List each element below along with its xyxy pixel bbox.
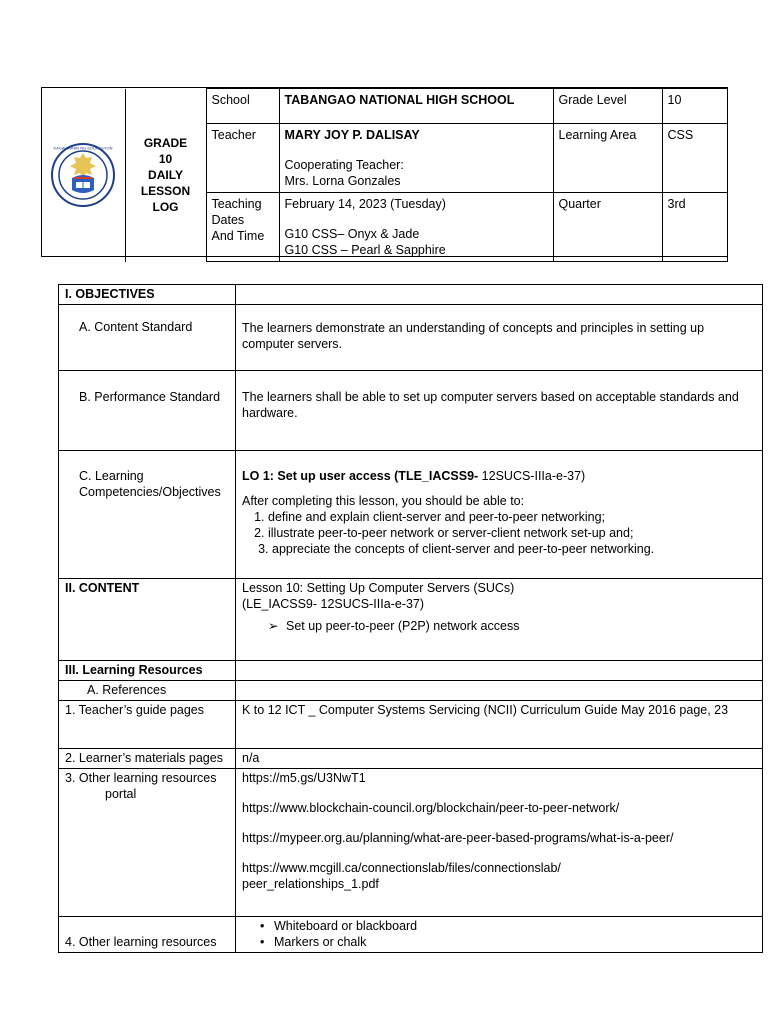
teaching-dates-line: Dates [211,213,245,227]
arrow-bullet-icon: ➢ [268,619,279,633]
grade-title-cell [125,89,206,262]
other4-item: • Markers or chalk [260,934,756,950]
learning-area-value: CSS [662,124,727,193]
lesson-code: (LE_IACSS9- 12SUCS-IIIa-e-37) [242,597,425,611]
header-table [41,87,728,257]
competencies-row [59,451,763,579]
date-value: February 14, 2023 (Tuesday) [284,197,446,211]
other4-row [59,917,763,953]
teaching-dates-cell [279,193,553,262]
objective-item: 2. illustrate peer-to-peer network or server-client network set-up and; [268,525,756,541]
teacher-cell [279,124,553,193]
objectives-heading: I. OBJECTIVES [59,285,236,305]
urls-cell [236,769,763,917]
other-resources-row [59,769,763,917]
empty-cell [236,661,763,681]
svg-text:KAGAWARAN NG EDUKASYON: KAGAWARAN NG EDUKASYON [53,145,113,151]
other4-cell [236,917,763,953]
section-2: G10 CSS – Pearl & Sapphire [284,243,446,257]
content-standard-row [59,305,763,371]
content-bullet [242,618,756,634]
other4-item: • Whiteboard or blackboard [260,918,756,934]
content-standard-label-text: A. Content Standard [79,320,193,334]
objective-item: 3. appreciate the concepts of client-server and peer-to-peer networking. [272,541,756,557]
grade-title [126,135,206,215]
tg-label: 1. Teacher’s guide pages [59,701,236,749]
other4-list [242,918,756,950]
teaching-dates-line: And Time [211,229,265,243]
resources-heading: III. Learning Resources [59,661,236,681]
resource-link[interactable]: https://mypeer.org.au/planning/what-are-peer-based-programs/what-is-a-peer/ [242,831,674,845]
lm-row [59,749,763,769]
lo-line [242,468,756,484]
performance-standard-row [59,371,763,451]
cooperating-value: Mrs. Lorna Gonzales [284,174,401,188]
learning-area-label: Learning Area [553,124,662,193]
content-bullet-text: Set up peer-to-peer (P2P) network access [286,619,520,633]
lo-bold: LO 1: Set up user access (TLE_IACSS9- [242,469,479,483]
other-resources-label-cell [59,769,236,917]
resource-link[interactable]: https://www.mcgill.ca/connectionslab/files/connectionslab/ peer_relationships_1.pdf [242,861,561,891]
objectives-list [242,509,756,557]
grade-title-line: DAILY [148,168,183,182]
school-label: School [206,89,279,124]
school-value: TABANGAO NATIONAL HIGH SCHOOL [279,89,553,124]
grade-title-line: 10 [158,152,173,166]
references-row [59,681,763,701]
teaching-dates-label [206,193,279,262]
empty-cell [236,681,763,701]
competencies-cell [236,451,763,579]
other4-label: 4. Other learning resources [59,917,236,953]
teacher-value: MARY JOY P. DALISAY [284,128,420,142]
grade-title-line: LESSON [140,184,191,198]
objectives-heading-row [59,285,763,305]
quarter-label: Quarter [553,193,662,262]
resource-link[interactable]: https://m5.gs/U3NwT1 [242,771,366,785]
references-label: A. References [59,681,236,701]
grade-title-line: GRADE [143,136,188,150]
content-row [59,579,763,661]
objective-item: 1. define and explain client-server and peer-to-peer networking; [268,509,756,525]
grade-title-line: LOG [152,200,179,214]
teacher-label: Teacher [206,124,279,193]
tg-row [59,701,763,749]
content-heading: II. CONTENT [59,579,236,661]
grade-level-label: Grade Level [553,89,662,124]
section-1: G10 CSS– Onyx & Jade [284,227,420,241]
content-cell [236,579,763,661]
lo-rest: 12SUCS-IIIa-e-37) [478,469,586,483]
lm-value: n/a [236,749,763,769]
tg-value: K to 12 ICT _ Computer Systems Servicing (NCII) Curriculum Guide May 2016 page, 23 [236,701,763,749]
empty-cell [236,285,763,305]
quarter-value: 3rd [662,193,727,262]
other-resources-label: 3. Other learning resources [65,771,217,785]
performance-standard-label-text: B. Performance Standard [79,390,221,404]
portal-label: portal [105,787,137,801]
content-standard-label [59,305,236,371]
grade-level-value: 10 [662,89,727,124]
teaching-dates-line: Teaching [211,197,262,211]
seal-cell [42,89,125,262]
resource-link[interactable]: https://www.blockchain-council.org/blockchain/peer-to-peer-network/ [242,801,620,815]
lm-label: 2. Learner’s materials pages [59,749,236,769]
resources-heading-row [59,661,763,681]
lesson-body-table [58,284,763,953]
performance-standard-label [59,371,236,451]
performance-standard-value: The learners shall be able to set up computer servers based on acceptable standards and hardware. [236,371,763,451]
deped-seal-icon [50,142,116,208]
competencies-label: C. Learning Competencies/Objectives [59,451,236,579]
content-standard-value: The learners demonstrate an understanding of concepts and principles in setting up computer servers. [236,305,763,371]
after-text: After completing this lesson, you should be able to: [242,494,525,508]
lesson-title: Lesson 10: Setting Up Computer Servers (SUCs) [242,581,515,595]
cooperating-label: Cooperating Teacher: [284,158,404,172]
